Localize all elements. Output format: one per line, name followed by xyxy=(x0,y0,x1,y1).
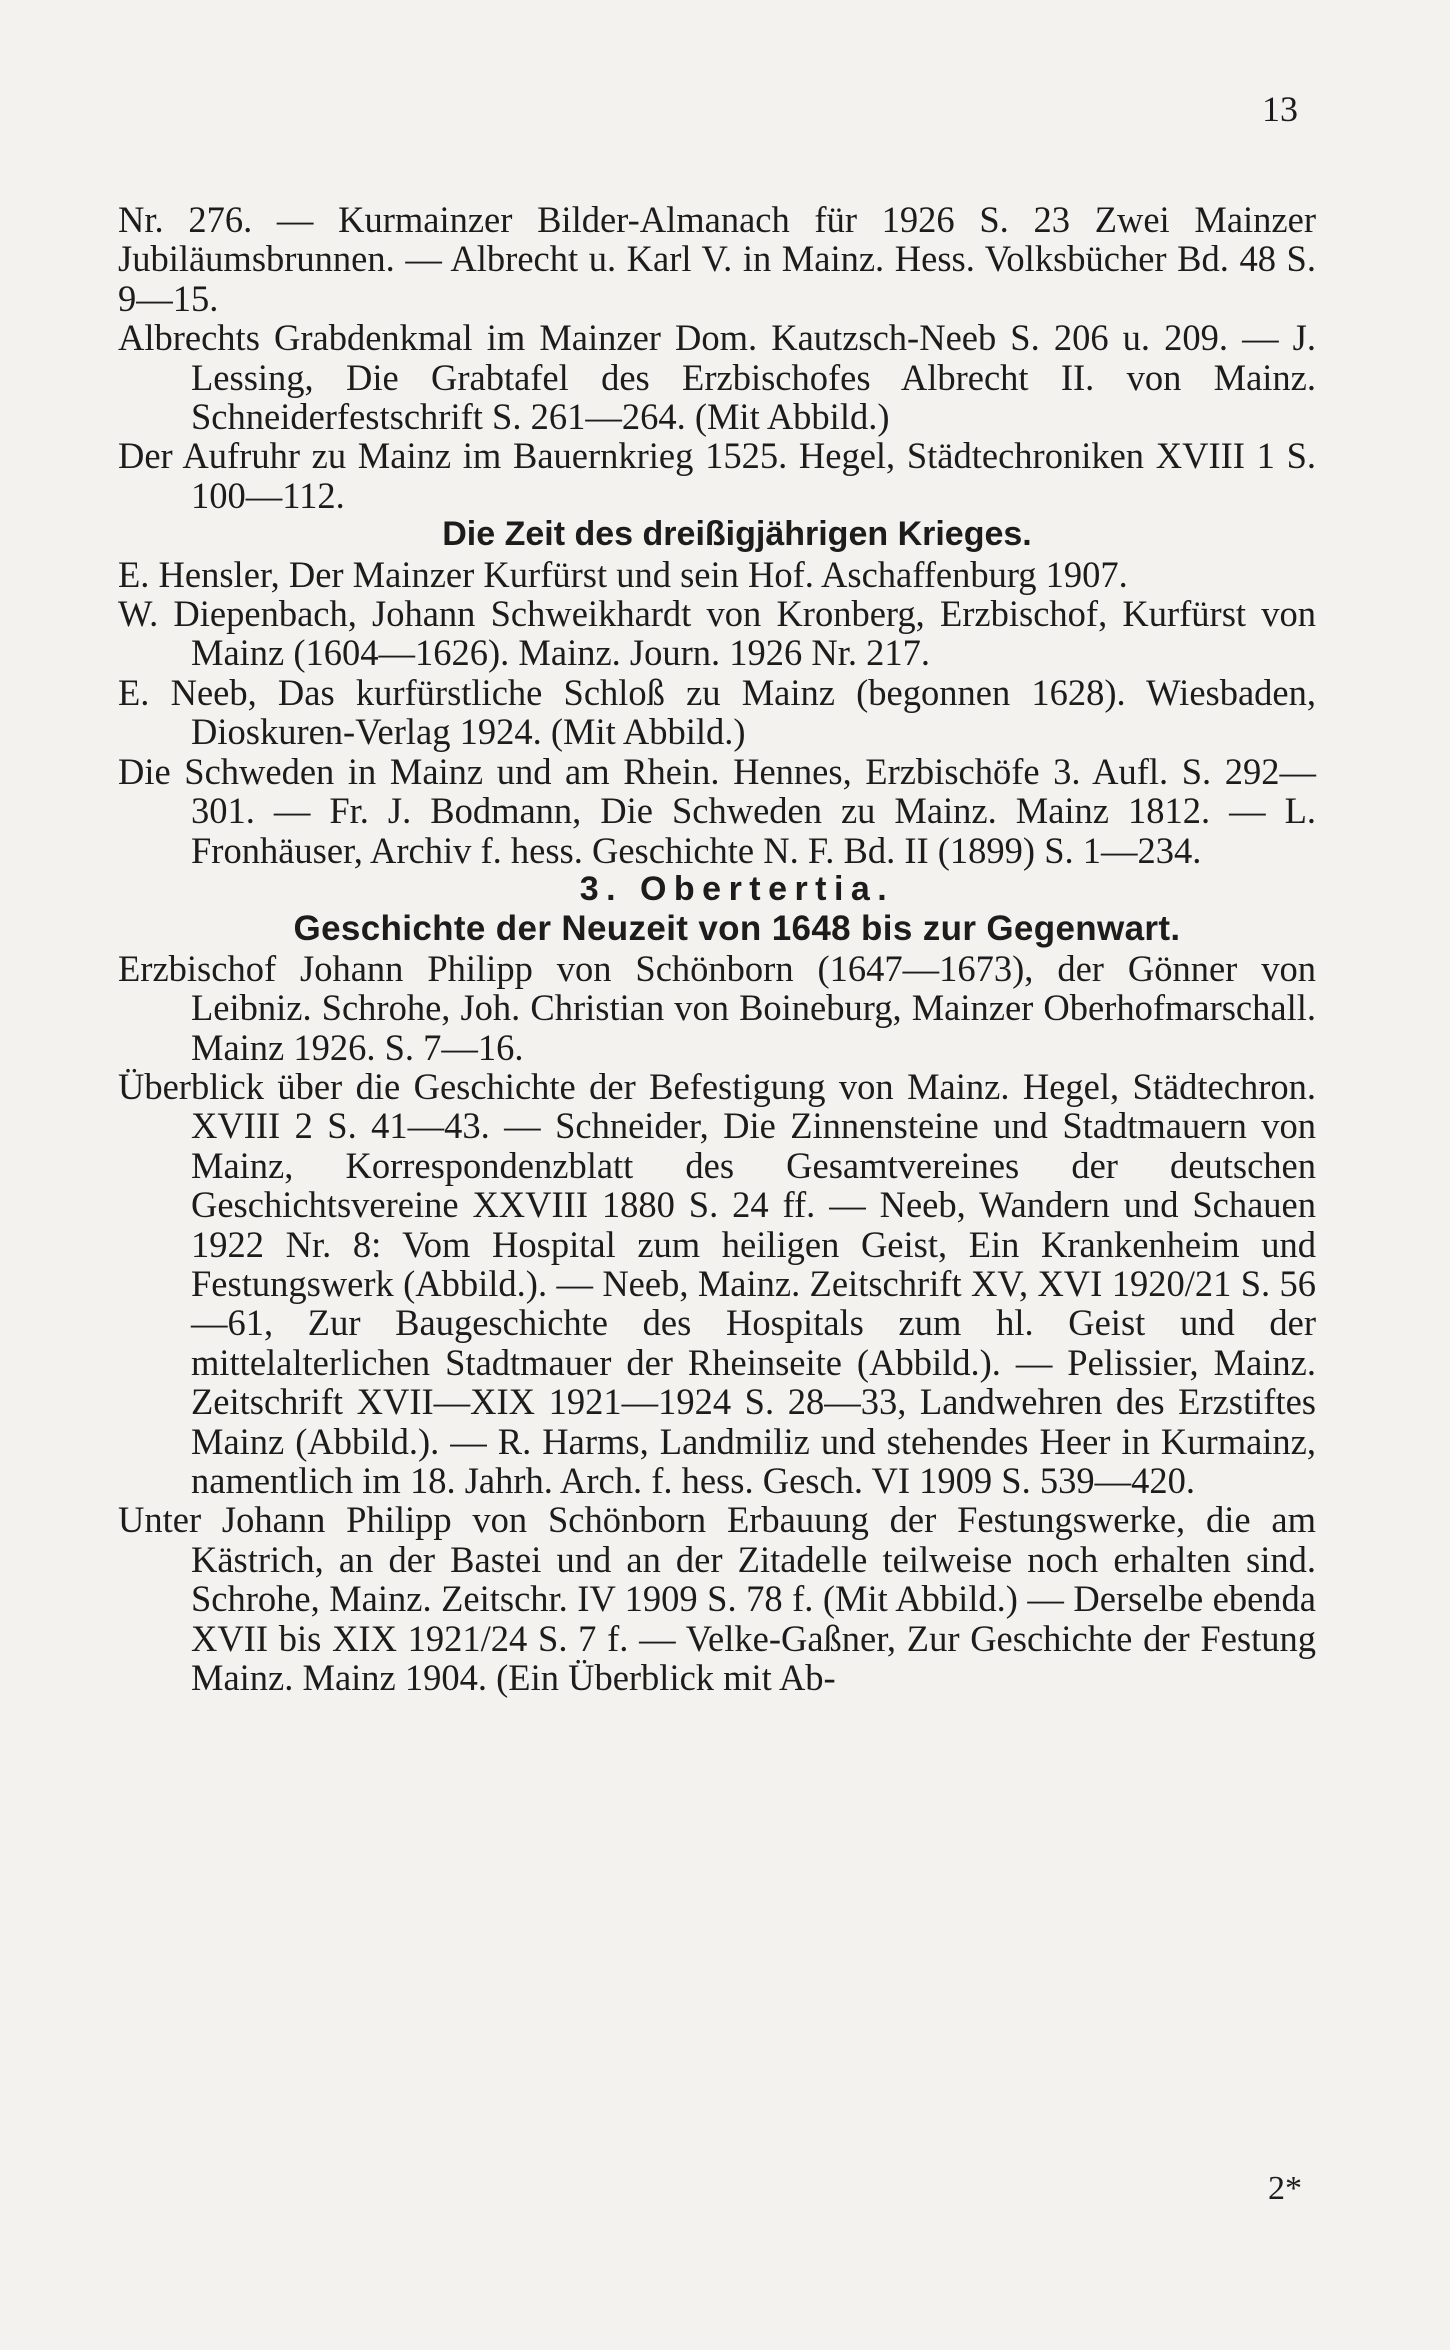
bibliography-entry: Albrechts Grabdenkmal im Mainzer Dom. Kautzsch-Neeb S. 206 u. 209. — J. Lessing, Die Grabtafel des Erzbischofes Albrecht II. von Mainz. Schneiderfestschrift S. 261—264. (Mit Abbild.) xyxy=(118,317,1316,438)
section-heading-obertertia: 3. Obertertia. xyxy=(579,869,895,908)
section-heading-thirty-years-war: Die Zeit des dreißigjährigen Krieges. xyxy=(442,515,1032,554)
bibliography-entry: Unter Johann Philipp von Schönborn Erbauung der Festungswerke, die am Kästrich, an der Bastei und an der Zitadelle teilweise noch erhalten sind. Schrohe, Mainz. Zeitschr. IV 1909 S. 78 f. (Mit Abbild.) — Derselbe ebenda XVII bis XIX 1921/24 S. 7 f. — Velke-Gaßner, Zur Geschichte der Festung Mainz. Mainz 1904. (Ein Überblick mit Ab- xyxy=(118,1499,1316,1699)
page-number: 13 xyxy=(1262,89,1298,129)
bibliography-entry: E. Hensler, Der Mainzer Kurfürst und sein Hof. Aschaffenburg 1907. xyxy=(118,553,1128,595)
signature-mark: 2* xyxy=(1268,2170,1302,2207)
bibliography-entry: W. Diepenbach, Johann Schweikhardt von Kronberg, Erzbischof, Kurfürst von Mainz (1604—1626). Mainz. Journ. 1926 Nr. 217. xyxy=(118,593,1316,674)
bibliography-entry: Die Schweden in Mainz und am Rhein. Hennes, Erzbischöfe 3. Aufl. S. 292—301. — Fr. J. Bodmann, Die Schweden zu Mainz. Mainz 1812. — L. Fronhäuser, Archiv f. hess. Geschichte N. F. Bd. II (1899) S. 1—234. xyxy=(118,750,1316,871)
bibliography-entry: Erzbischof Johann Philipp von Schönborn (1647—1673), der Gönner von Leibniz. Schrohe, Joh. Christian von Boineburg, Mainzer Oberhofmarschall. Mainz 1926. S. 7—16. xyxy=(118,947,1316,1068)
bibliography-entry: Der Aufruhr zu Mainz im Bauernkrieg 1525. Hegel, Städtechroniken XVIII 1 S. 100—112. xyxy=(118,435,1316,516)
bibliography-entry: E. Neeb, Das kurfürstliche Schloß zu Mainz (begonnen 1628). Wiesbaden, Dioskuren-Verlag 1924. (Mit Abbild.) xyxy=(118,671,1316,753)
bibliography-entry: Nr. 276. — Kurmainzer Bilder-Almanach für 1926 S. 23 Zwei Mainzer Jubiläumsbrunnen. — Albrecht u. Karl V. in Mainz. Hess. Volksbücher Bd. 48 S. 9—15. xyxy=(118,199,1316,319)
section-heading-modern-history: Geschichte der Neuzeit von 1648 bis zur Gegenwart. xyxy=(293,909,1181,949)
bibliography-entry: Überblick über die Geschichte der Befestigung von Mainz. Hegel, Städtechron. XVIII 2 S. 41—43. — Schneider, Die Zinnensteine und Stadtmauern von Mainz, Korrespondenzblatt des Gesamtvereines der deutschen Geschichtsvereine XXVIII 1880 S. 24 ff. — Neeb, Wandern und Schauen 1922 Nr. 8: Vom Hospital zum heiligen Geist, Ein Krankenheim und Festungswerk (Abbild.). — Neeb, Mainz. Zeitschrift XV, XVI 1920/21 S. 56—61, Zur Baugeschichte des Hospitals zum hl. Geist und der mittelalterlichen Stadtmauer der Rheinseite (Abbild.). — Pelissier, Mainz. Zeitschrift XVII—XIX 1921—1924 S. 28—33, Landwehren des Erzstiftes Mainz (Abbild.). — R. Harms, Landmiliz und stehendes Heer in Kurmainz, namentlich im 18. Jahrh. Arch. f. hess. Gesch. VI 1909 S. 539—420. xyxy=(118,1065,1316,1501)
page-body xyxy=(118,200,1316,1697)
